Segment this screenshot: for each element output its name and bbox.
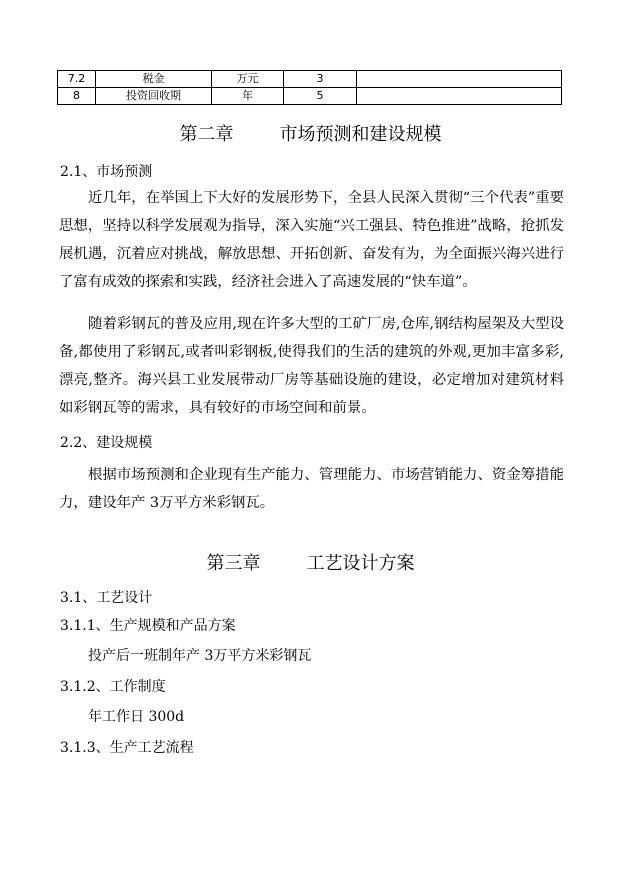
summary-table [57,70,562,105]
paragraph: 根据市场预测和企业现有生产能力、管理能力、市场营销能力、资金筹措能力，建设年产 3万平方米彩钢瓦。 [59,467,564,511]
table-cell: 8 [58,88,96,105]
paragraph: 近几年，在举国上下大好的发展形势下，全县人民深入贯彻“三个代表”重要思想，坚持以科学发展观为指导，深入实施“兴工强县、特色推进”战略，抢抓发展机遇，沉着应对挑战，解放思想、开拓创新、奋发有为，为全面振兴海兴进行了富有成效的探索和实践，经济社会进入了高速发展的“快车道”。 [59,190,564,290]
chapter-3-heading [0,549,621,575]
chapter-number: 第三章 [206,553,261,574]
table-cell: 3 [284,71,357,88]
chapter-number: 第二章 [179,124,234,145]
paragraph: 随着彩钢瓦的普及应用,现在许多大型的工矿厂房,仓库,钢结构屋架及大型设备,都使用了彩钢瓦,或者叫彩钢板,使得我们的生活的建筑的外观,更加丰富多彩,漂亮,整齐。海兴县工业发展带动厂房等基础设施的建设，必定增加对建筑材料如彩钢瓦等的需求，具有较好的市场空间和前景。 [59,316,564,416]
section-heading: 2.1、市场预测 [60,164,153,180]
body-text: 投产后一班制年产 3万平方米彩钢瓦 [88,648,312,664]
section-heading: 3.1、工艺设计 [60,590,153,606]
subsection-heading: 3.1.3、生产工艺流程 [60,740,194,756]
table-cell: 5 [284,88,357,105]
table-row [58,88,562,105]
table-cell [357,71,562,88]
chapter-title: 市场预测和建设规模 [279,124,442,145]
section-heading: 2.2、建设规模 [60,435,153,451]
subsection-heading: 3.1.1、生产规模和产品方案 [60,618,236,634]
table-row [58,71,562,88]
table-cell: 年 [212,88,284,105]
subsection-heading: 3.1.2、工作制度 [60,679,166,695]
table-cell: 7.2 [58,71,96,88]
chapter-2-heading [0,120,621,146]
chapter-title: 工艺设计方案 [306,553,415,574]
table-cell [357,88,562,105]
body-text: 年工作日 300d [88,709,185,725]
table-cell: 投资回收期 [96,88,212,105]
table-cell: 万元 [212,71,284,88]
table-cell: 税金 [96,71,212,88]
